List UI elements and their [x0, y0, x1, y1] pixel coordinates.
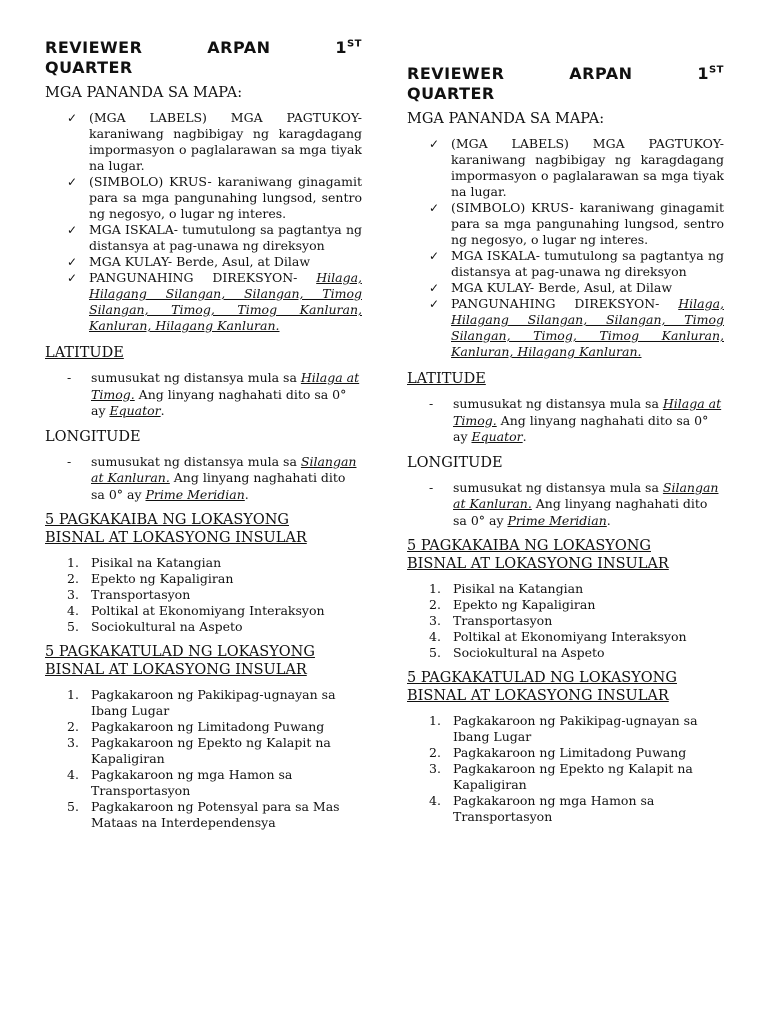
longitude-list: [45, 454, 362, 504]
reviewer-column-right: [407, 64, 724, 825]
list-item: ✓ (SIMBOLO) KRUS- karaniwang ginagamit para sa mga pangunahing lungsod, sentro ng negosyo, o lugar ng interes.: [429, 200, 724, 247]
title-quarter: QUARTER: [407, 84, 495, 103]
similarities-heading: 5 PAGKAKATULAD NG LOKASYONG BISNAL AT LOKASYONG INSULAR: [407, 670, 677, 704]
differences-list: [407, 581, 724, 661]
checkmark-icon: ✓: [67, 271, 78, 285]
latitude-list: [407, 396, 724, 446]
list-item: 2. Pagkakaroon ng Limitadong Puwang: [429, 745, 687, 760]
latitude-heading: LATITUDE: [407, 371, 486, 387]
list-item: ✓ MGA ISKALA- tumutulong sa pagtantya ng distansya at pag-unawa ng direksyon: [67, 222, 362, 253]
title-quarter-number: 1ST: [697, 64, 724, 83]
list-item: 1. Pisikal na Katangian: [67, 555, 222, 570]
list-item: 3. Transportasyon: [429, 613, 553, 628]
list-item: 4. Pagkakaroon ng mga Hamon sa Transportasyon: [429, 793, 655, 824]
list-item: - sumusukat ng distansya mula sa Silangan at Kanluran. Ang linyang naghahati dito sa 0° ay Prime Meridian.: [67, 453, 357, 502]
directions-list: Hilaga, Hilagang Silangan, Silangan, Timog Silangan, Timog, Timog Kanluran, Kanluran, Hilagang Kanluran.: [89, 270, 362, 333]
list-item-directions: ✓ PANGUNAHING DIREKSYON- Hilaga, Hilagang Silangan, Silangan, Timog Silangan, Timog, Timog Kanluran, Kanluran, Hilagang Kanluran.: [67, 270, 362, 333]
title-word-arpan: ARPAN: [207, 38, 271, 57]
list-item: 2. Pagkakaroon ng Limitadong Puwang: [67, 719, 325, 734]
similarities-list: [45, 687, 362, 831]
map-signs-heading: MGA PANANDA SA MAPA:: [45, 85, 243, 101]
list-item: 1. Pisikal na Katangian: [429, 581, 584, 596]
list-item: - sumusukat ng distansya mula sa Hilaga at Timog. Ang linyang naghahati dito sa 0° ay Equator.: [67, 370, 360, 418]
checkmark-icon: ✓: [429, 137, 440, 151]
differences-list: [45, 555, 362, 635]
latitude-heading: LATITUDE: [45, 345, 124, 361]
list-item: 5. Pagkakaroon ng Potensyal para sa Mas Mataas na Interdependensya: [67, 799, 340, 830]
map-signs-list: [407, 136, 724, 360]
list-item: 5. Sociokultural na Aspeto: [429, 645, 605, 660]
list-item: - sumusukat ng distansya mula sa Silangan at Kanluran. Ang linyang naghahati dito sa 0° ay Prime Meridian.: [429, 479, 719, 528]
title-ordinal-suffix: ST: [708, 64, 724, 76]
checkmark-icon: ✓: [429, 281, 440, 295]
similarities-list: [407, 713, 724, 825]
checkmark-icon: ✓: [67, 111, 78, 125]
differences-heading: 5 PAGKAKAIBA NG LOKASYONG BISNAL AT LOKASYONG INSULAR: [45, 512, 307, 546]
list-item: 3. Pagkakaroon ng Epekto ng Kalapit na Kapaligiran: [429, 761, 693, 792]
title-word-reviewer: REVIEWER: [407, 64, 505, 83]
reviewer-title: [407, 64, 724, 84]
title-quarter: QUARTER: [45, 58, 133, 77]
longitude-heading: LONGITUDE: [407, 454, 503, 471]
list-item: 3. Pagkakaroon ng Epekto ng Kalapit na Kapaligiran: [67, 735, 331, 766]
title-word-reviewer: REVIEWER: [45, 38, 143, 57]
reviewer-title: [45, 38, 362, 58]
list-item: ✓ (MGA LABELS) MGA PAGTUKOY- karaniwang nagbibigay ng karagdagang impormasyon o paglalarawan sa mga tiyak na lugar.: [67, 110, 362, 173]
list-item: - sumusukat ng distansya mula sa Hilaga at Timog. Ang linyang naghahati dito sa 0° ay Equator.: [429, 396, 722, 444]
checkmark-icon: ✓: [67, 255, 78, 269]
checkmark-icon: ✓: [67, 175, 78, 189]
list-item: 2. Epekto ng Kapaligiran: [67, 571, 234, 586]
differences-heading: 5 PAGKAKAIBA NG LOKASYONG BISNAL AT LOKASYONG INSULAR: [407, 538, 669, 572]
list-item: 5. Sociokultural na Aspeto: [67, 619, 243, 634]
checkmark-icon: ✓: [429, 297, 440, 311]
title-ordinal-suffix: ST: [346, 38, 362, 50]
list-item: ✓ MGA KULAY- Berde, Asul, at Dilaw: [429, 280, 673, 295]
list-item: 2. Epekto ng Kapaligiran: [429, 597, 596, 612]
list-item: ✓ MGA ISKALA- tumutulong sa pagtantya ng distansya at pag-unawa ng direksyon: [429, 248, 724, 279]
list-item-directions: ✓ PANGUNAHING DIREKSYON- Hilaga, Hilagang Silangan, Silangan, Timog Silangan, Timog, Timog Kanluran, Kanluran, Hilagang Kanluran.: [429, 296, 724, 359]
list-item: 1. Pagkakaroon ng Pakikipag-ugnayan sa Ibang Lugar: [429, 713, 698, 744]
list-item: 1. Pagkakaroon ng Pakikipag-ugnayan sa Ibang Lugar: [67, 687, 336, 718]
list-item: 4. Poltikal at Ekonomiyang Interaksyon: [67, 603, 325, 618]
checkmark-icon: ✓: [67, 223, 78, 237]
list-item: 4. Poltikal at Ekonomiyang Interaksyon: [429, 629, 687, 644]
list-item: ✓ (SIMBOLO) KRUS- karaniwang ginagamit para sa mga pangunahing lungsod, sentro ng negosyo, o lugar ng interes.: [67, 174, 362, 221]
list-item: 4. Pagkakaroon ng mga Hamon sa Transportasyon: [67, 767, 293, 798]
map-signs-list: [45, 110, 362, 334]
reviewer-column-left: [45, 38, 362, 831]
title-word-arpan: ARPAN: [569, 64, 633, 83]
list-item: ✓ (MGA LABELS) MGA PAGTUKOY- karaniwang nagbibigay ng karagdagang impormasyon o paglalarawan sa mga tiyak na lugar.: [429, 136, 724, 199]
longitude-heading: LONGITUDE: [45, 428, 141, 445]
list-item: 3. Transportasyon: [67, 587, 191, 602]
checkmark-icon: ✓: [429, 201, 440, 215]
directions-list: Hilaga, Hilagang Silangan, Silangan, Timog Silangan, Timog, Timog Kanluran, Kanluran, Hilagang Kanluran.: [451, 296, 724, 359]
longitude-list: [407, 480, 724, 530]
list-item: ✓ MGA KULAY- Berde, Asul, at Dilaw: [67, 254, 311, 269]
title-quarter-number: 1ST: [335, 38, 362, 57]
map-signs-heading: MGA PANANDA SA MAPA:: [407, 111, 605, 127]
similarities-heading: 5 PAGKAKATULAD NG LOKASYONG BISNAL AT LOKASYONG INSULAR: [45, 644, 315, 678]
checkmark-icon: ✓: [429, 249, 440, 263]
latitude-list: [45, 370, 362, 420]
